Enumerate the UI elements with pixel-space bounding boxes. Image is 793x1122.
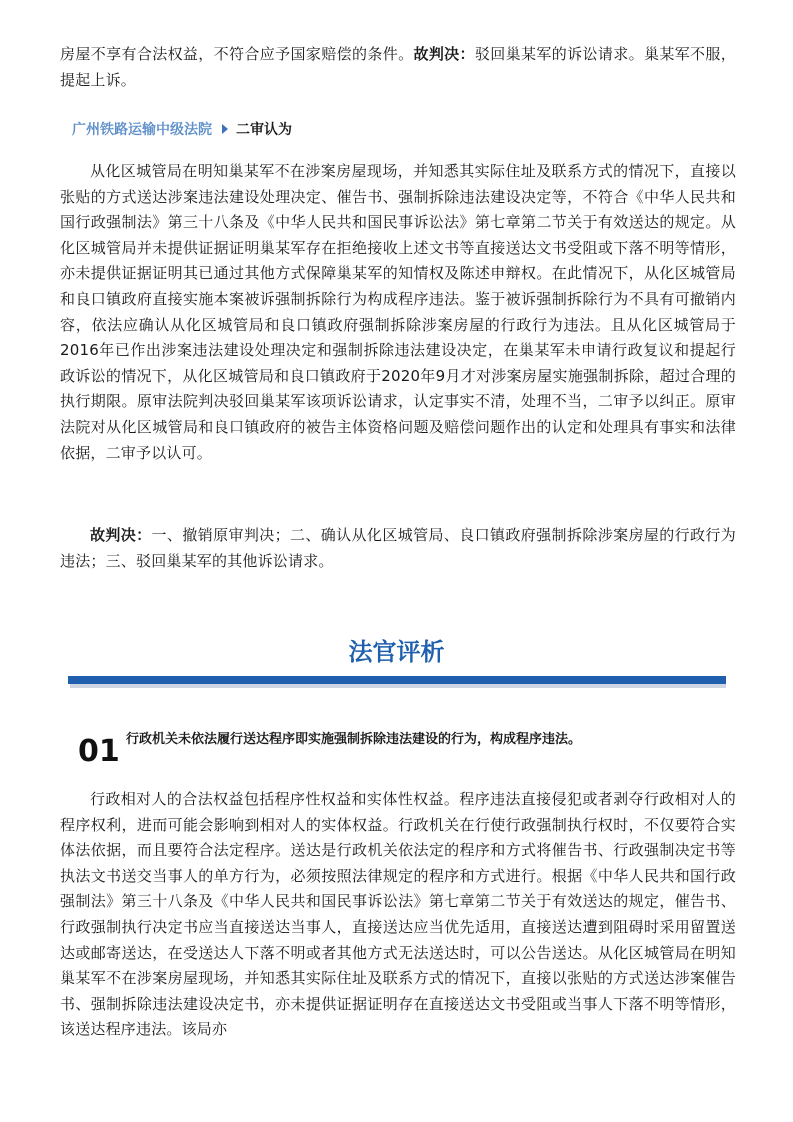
title-divider-shadow: [70, 684, 726, 688]
second-instance-verdict: [60, 523, 736, 574]
verdict-label: 故判决：: [90, 526, 152, 544]
title-divider: [68, 676, 726, 684]
verdict-text: 一、撤销原审判决；二、确认从化区城管局、良口镇政府强制拆除涉案房屋的行政行为违法；三、驳回巢某军的其他诉讼请求。: [60, 526, 736, 570]
intro-verdict-label: 故判决：: [413, 45, 475, 63]
analysis-body: [60, 787, 736, 1043]
breadcrumb: [72, 121, 292, 139]
intro-verdict-text: 驳回巢某军的诉讼请求。巢某军不服，提起上诉。: [60, 45, 736, 89]
point-number: 01: [78, 734, 120, 769]
second-instance-body: [60, 159, 736, 466]
court-name: 广州铁路运输中级法院: [72, 122, 212, 138]
section-title: 法官评析: [348, 638, 445, 666]
second-instance-text: 从化区城管局在明知巢某军不在涉案房屋现场，并知悉其实际住址及联系方式的情况下，直接以张贴的方式送达涉案违法建设处理决定、催告书、强制拆除违法建设决定等，不符合《中华人民共和国行政强制法》第三十八条及《中华人民共和国民事诉讼法》第七章第二节关于有效送达的规定。从化区城管局并未提供证据证明巢某军存在拒绝接收上述文书等直接送达文书受阻或下落不明等情形，亦未提供证据证明其已通过其他方式保障巢某军的知情权及陈述申辩权。在此情况下，从化区城管局和良口镇政府直接实施本案被诉强制拆除行为构成程序违法。鉴于被诉强制拆除行为不具有可撤销内容，依法应确认从化区城管局和良口镇政府强制拆除涉案房屋的行政行为违法。且从化区城管局于2016年已作出涉案违法建设处理决定和强制拆除违法建设决定，在巢某军未申请行政复议和提起行政诉讼的情况下，从化区城管局和良口镇政府于2020年9月才对涉案房屋实施强制拆除，超过合理的执行期限。原审法院判决驳回巢某军该项诉讼请求，认定事实不清，处理不当，二审予以纠正。原审法院对从化区城管局和良口镇政府的被告主体资格问题及赔偿问题作出的认定和处理具有事实和法律依据，二审予以认可。: [60, 162, 736, 462]
point-heading: 行政机关未依法履行送达程序即实施强制拆除违法建设的行为，构成程序违法。: [126, 732, 582, 747]
analysis-text: 行政相对人的合法权益包括程序性权益和实体性权益。程序违法直接侵犯或者剥夺行政相对人的程序权利，进而可能会影响到相对人的实体权益。行政机关在行使行政强制执行权时，不仅要符合实体法依据，而且要符合法定程序。送达是行政机关依法定的程序和方式将催告书、行政强制决定书等执法文书送交当事人的单方行为，必须按照法律规定的程序和方式进行。根据《中华人民共和国行政强制法》第三十八条及《中华人民共和国民事诉讼法》第七章第二节关于有效送达的规定，催告书、行政强制执行决定书应当直接送达当事人，直接送达应当优先适用，直接送达遭到阻碍时采用留置送达或邮寄送达，在受送达人下落不明或者其他方式无法送达时，可以公告送达。从化区城管局在明知巢某军不在涉案房屋现场，并知悉其实际住址及联系方式的情况下，直接以张贴的方式送达涉案催告书、强制拆除违法建设决定书，亦未提供证据证明存在直接送达文书受阻或当事人下落不明等情形，该送达程序违法。该局亦: [60, 790, 736, 1039]
caret-right-icon: [222, 124, 228, 134]
intro-paragraph: [60, 42, 736, 93]
intro-text: 房屋不享有合法权益，不符合应予国家赔偿的条件。: [60, 45, 414, 63]
stage-label: 二审认为: [236, 122, 292, 138]
